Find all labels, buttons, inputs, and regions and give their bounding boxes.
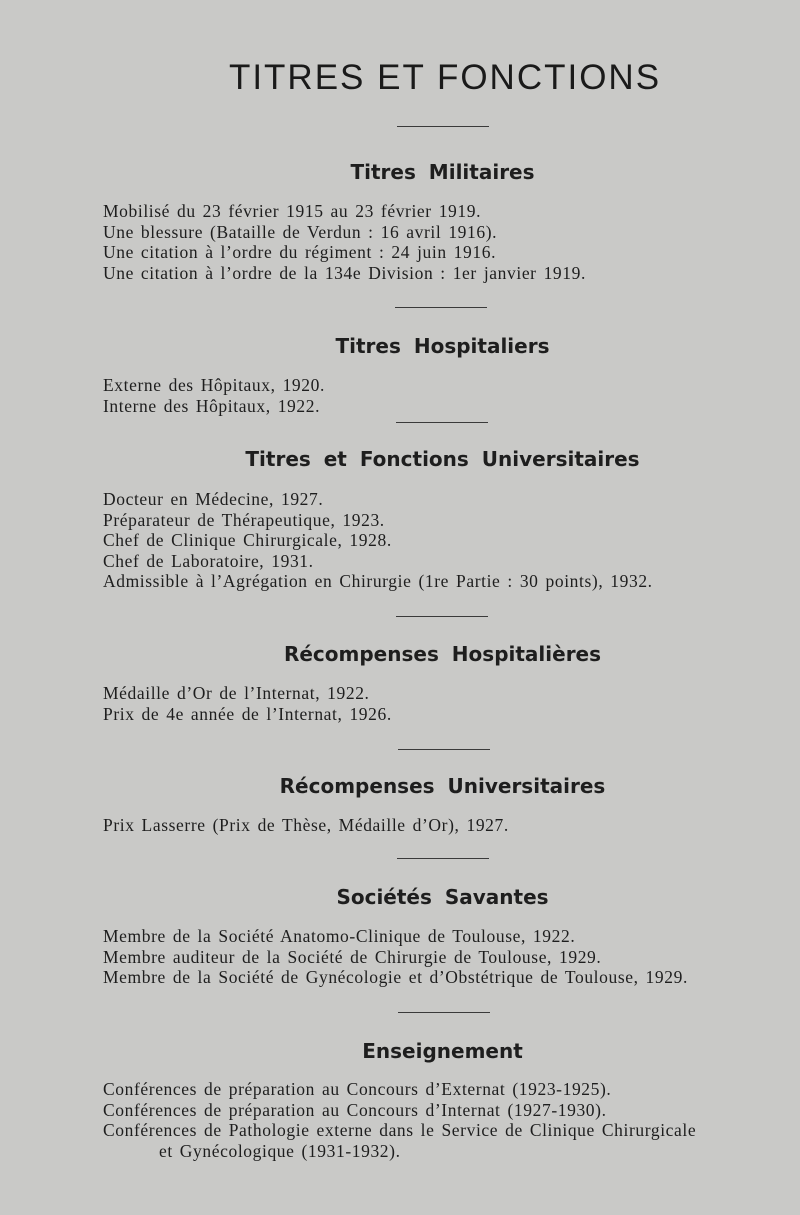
list-item: Membre de la Société Anatomo-Clinique de Toulouse, 1922. (103, 926, 576, 946)
list-item: Membre auditeur de la Société de Chirurgie de Toulouse, 1929. (103, 946, 602, 967)
section-list-titres-universitaires (103, 489, 653, 592)
divider (396, 616, 488, 617)
list-item: Prix de 4e année de l’Internat, 1926. (103, 703, 392, 724)
divider (397, 126, 489, 127)
list-item: Conférences de préparation au Concours d’Externat (1923-1925). (103, 1079, 612, 1099)
list-item: Une citation à l’ordre de la 134e Division : 1er janvier 1919. (103, 262, 586, 283)
section-heading-enseignement: Enseignement (362, 1039, 523, 1063)
list-item-continuation-text: et Gynécologique (1931-1932). (159, 1140, 401, 1161)
list-item: Docteur en Médecine, 1927. (103, 489, 324, 509)
section-list-recompenses-universitaires (103, 815, 509, 836)
section-heading-titres-universitaires: Titres et Fonctions Universitaires (245, 447, 640, 471)
section-list-societes-savantes (103, 926, 688, 988)
list-item: Externe des Hôpitaux, 1920. (103, 375, 325, 395)
section-heading-societes-savantes: Sociétés Savantes (336, 885, 549, 909)
list-item: Une citation à l’ordre du régiment : 24 juin 1916. (103, 242, 497, 262)
divider (398, 749, 490, 750)
list-item: Conférences de préparation au Concours d’Internat (1927-1930). (103, 1099, 607, 1120)
section-heading-titres-militaires: Titres Militaires (350, 160, 535, 184)
list-item: Prix Lasserre (Prix de Thèse, Médaille d’Or), 1927. (103, 815, 509, 835)
section-heading-recompenses-hospitalieres: Récompenses Hospitalières (283, 642, 602, 666)
divider (398, 1012, 490, 1013)
section-heading-recompenses-universitaires: Récompenses Universitaires (279, 774, 606, 798)
list-item: Membre de la Société de Gynécologie et d’Obstétrique de Toulouse, 1929. (103, 967, 688, 987)
divider (397, 858, 489, 859)
section-heading-titres-hospitaliers: Titres Hospitaliers (335, 334, 550, 358)
section-list-recompenses-hospitalieres (103, 683, 392, 724)
list-item: Chef de Laboratoire, 1931. (103, 550, 314, 571)
list-item: Chef de Clinique Chirurgicale, 1928. (103, 530, 392, 550)
list-item-continuation (103, 1141, 696, 1162)
page-title: TITRES ET FONCTIONS (228, 58, 662, 97)
list-item: Conférences de Pathologie externe dans le Service de Clinique Chirurgicale (103, 1120, 697, 1140)
section-list-enseignement (103, 1079, 696, 1161)
list-item: Préparateur de Thérapeutique, 1923. (103, 509, 385, 530)
section-list-titres-militaires (103, 201, 586, 283)
divider (395, 307, 487, 308)
list-item: Admissible à l’Agrégation en Chirurgie (1re Partie : 30 points), 1932. (103, 571, 653, 591)
list-item: Mobilisé du 23 février 1915 au 23 février 1919. (103, 201, 482, 221)
divider (396, 422, 488, 423)
list-item: Médaille d’Or de l’Internat, 1922. (103, 683, 370, 703)
section-list-titres-hospitaliers (103, 375, 325, 416)
list-item: Interne des Hôpitaux, 1922. (103, 395, 321, 416)
list-item: Une blessure (Bataille de Verdun : 16 avril 1916). (103, 221, 498, 242)
